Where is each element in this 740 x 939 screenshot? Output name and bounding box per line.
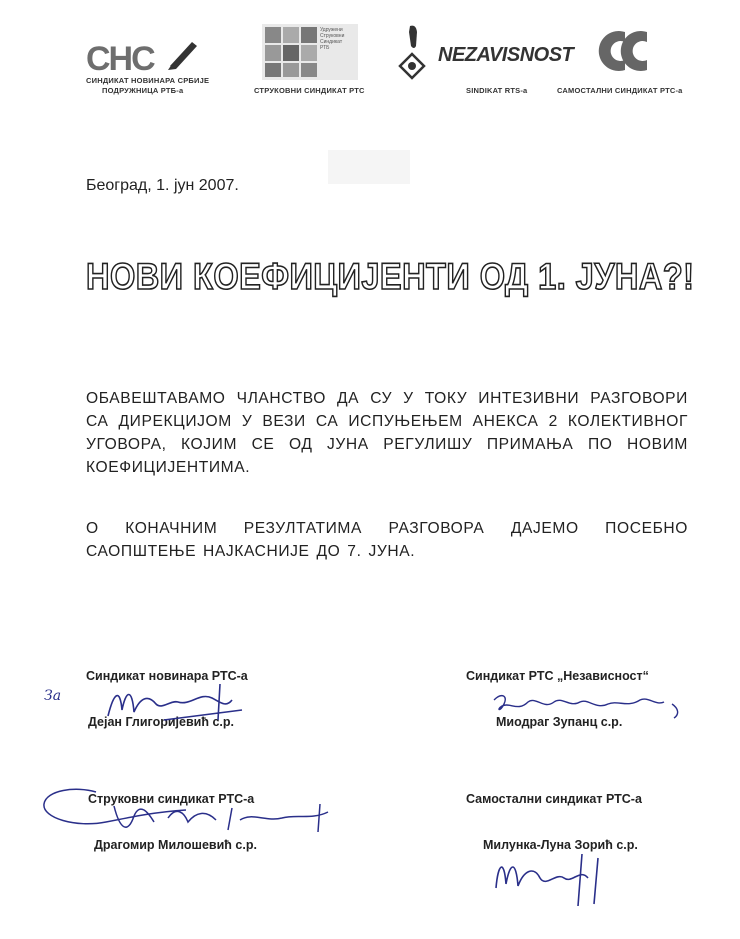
nezavisnost-emblem-icon: [398, 24, 438, 82]
signature-org-snc: Синдикат новинара РТС-а: [86, 669, 248, 683]
snc-label-1: СИНДИКАТ НОВИНАРА СРБИЈЕ: [86, 76, 210, 85]
handwritten-signature-samostalni: [486, 848, 646, 918]
svg-text:СНС: СНС: [86, 40, 154, 78]
samostalni-label: САМОСТАЛНИ СИНДИКАТ РТС-а: [557, 86, 683, 95]
document-title: НОВИ КОЕФИЦИЈЕНТИ ОД 1. ЈУНА?!: [86, 256, 695, 297]
signature-org-samostalni: Самостални синдикат РТС-а: [466, 792, 642, 806]
logo-strukovni: [254, 24, 364, 94]
strukovni-box-line: Синдикат: [320, 39, 343, 45]
paragraph-results: О КОНАЧНИМ РЕЗУЛТАТИМА РАЗГОВОРА ДАЈЕМО ПОСЕБНО САОПШТЕЊЕ НАЈКАСНИЈЕ ДО 7. ЈУНА.: [86, 520, 688, 560]
snc-label-2: ПОДРУЖНИЦА РТБ-а: [102, 86, 184, 95]
strukovni-logo-mark: [262, 24, 362, 80]
strukovni-box-line: Удружени: [320, 27, 343, 33]
document-date: Београд, 1. јун 2007.: [86, 177, 239, 194]
handwritten-signature-snc: [100, 680, 260, 730]
signature-initials: Зa: [44, 688, 62, 704]
strukovni-box-line: РТБ: [320, 45, 330, 51]
signature-name-snc: Дејан Глигоријевић с.р.: [88, 715, 234, 729]
paragraph-announcement: ОБАВЕШТАВАМО ЧЛАНСТВО ДА СУ У ТОКУ ИНТЕЗИВНИ РАЗГОВОРИ СА ДИРЕКЦИЈОМ У ВЕЗИ СА ИСПУЊЕЊЕМ АНЕКСА 2 КОЛЕКТИВНОГ УГОВОРА, КОЈИМ СЕ ОД ЈУНА РЕГУЛИШУ ПРИМАЊА ПО НОВИМ КОЕФИЦИЈЕНТИМА.: [86, 390, 688, 476]
samostalni-logo-mark: [595, 26, 655, 76]
signature-org-nezavisnost: Синдикат РТС „Независност“: [466, 669, 649, 683]
faint-stamp: [328, 150, 410, 184]
strukovni-label: СТРУКОВНИ СИНДИКАТ РТС: [254, 86, 365, 95]
logo-samostalni: [557, 24, 687, 94]
signature-name-samostalni: Милунка-Луна Зорић с.р.: [483, 838, 638, 852]
logo-snc: [84, 36, 210, 98]
handwritten-signature-nezavisnost: [488, 688, 688, 728]
signature-name-strukovni: Драгомир Милошевић с.р.: [94, 838, 257, 852]
nezavisnost-label: SINDIKAT RTS-a: [466, 86, 528, 95]
strukovni-box-line: Струковни: [320, 33, 345, 39]
nezavisnost-wordmark: NEZAVISNOST: [438, 44, 574, 66]
snc-logo-mark: [84, 36, 204, 78]
signature-org-strukovni: Струковни синдикат РТС-а: [88, 792, 255, 806]
strukovni-box-text: [320, 27, 344, 51]
signature-name-nezavisnost: Миодраг Зупанц с.р.: [496, 715, 623, 729]
logo-nezavisnost: [398, 24, 578, 94]
handwritten-signature-strukovni: [36, 782, 356, 852]
